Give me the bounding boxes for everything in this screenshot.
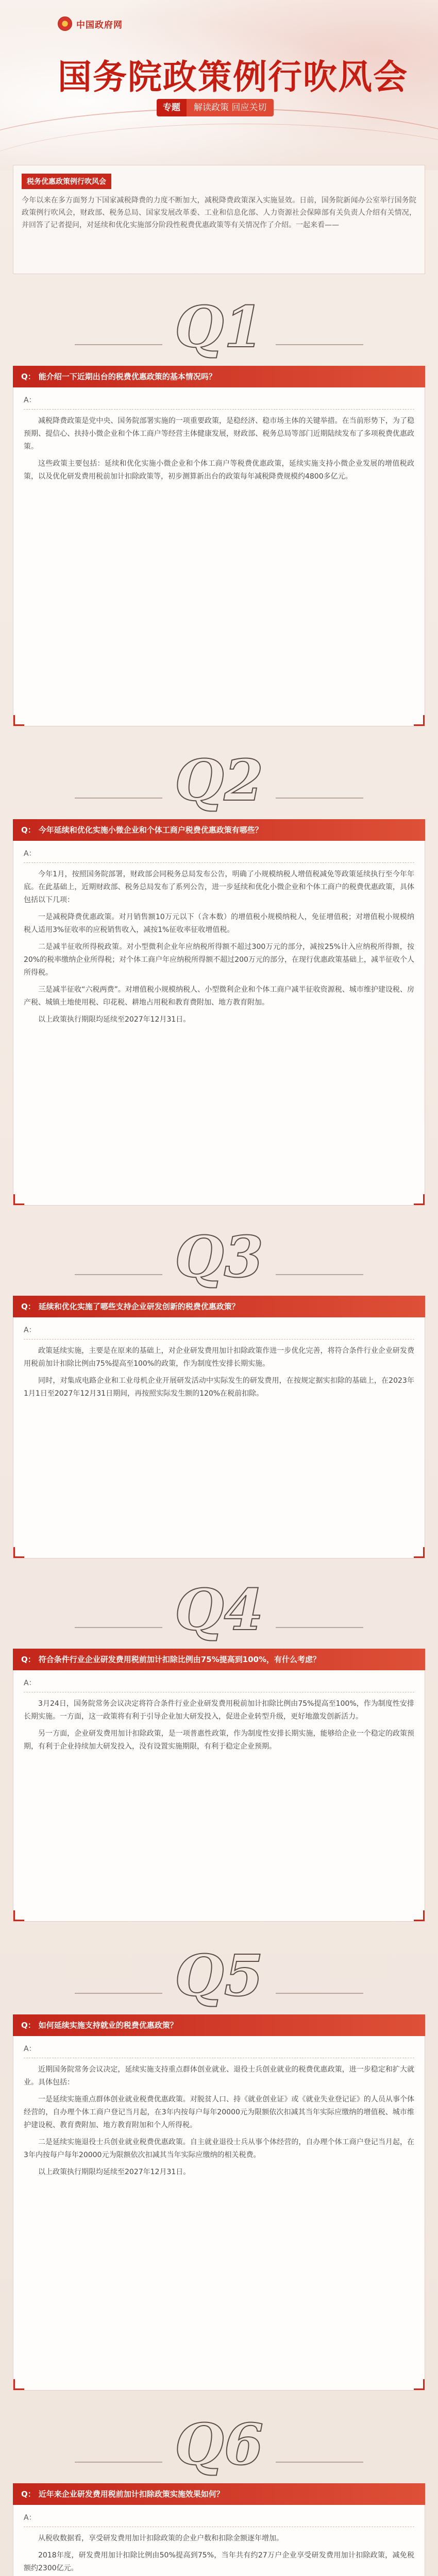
question-number: Q6 (174, 2411, 264, 2478)
header-banner (0, 0, 438, 170)
intro-card (13, 165, 425, 274)
question-prefix: Q： (21, 2489, 36, 2499)
question-number: Q4 (174, 1577, 264, 1643)
answer-paragraph: 以上政策执行期限均延续至2027年12月31日。 (38, 2168, 191, 2176)
question-number-heading (13, 1571, 425, 1649)
answer-label: A： (24, 1326, 36, 1334)
answer-card (13, 1317, 425, 1558)
question-number-heading (13, 2406, 425, 2483)
answer-paragraph: 一是延续实施重点群体创业就业税费优惠政策。对脱贫人口、持《就业创业证》或《就业失业登记证》的人员从事个体经营的，自办理个体工商户登记当月起，在3年内按每户每年20000元为限额依次扣减其当年实际应缴纳的增值税、城市维护建设税、教育费附加、地方教育附加和个人所得税。 (24, 2095, 414, 2129)
answer-paragraph: 这些政策主要包括：延续和优化实施小微企业和个体工商户等税费优惠政策，延续实施支持小微企业发展的增值税政策，以及优化研发费用税前加计扣除政策等，初步测算新出台的政策每年减税降费规模约4800多亿元。 (24, 460, 414, 481)
answer-paragraph: 同时，对集成电路企业和工业母机企业开展研发活动中实际发生的研发费用，在按规定据实扣除的基础上，在2023年1月1日至2027年12月31日期间，再按照实际发生额的120%在税前扣除。 (24, 1377, 414, 1398)
card-corner-decoration (414, 2379, 425, 2390)
card-corner-decoration (414, 1910, 425, 1921)
card-corner-decoration-left (13, 1547, 24, 1558)
question-number: Q3 (174, 1224, 264, 1290)
subtitle-text: 解读政策 回应关切 (187, 99, 274, 116)
question-number: Q5 (174, 1942, 264, 2009)
answer-paragraph: 另一方面，企业研发费用加计扣除政策，是一项普惠性政策，作为制度性安排长期实施，能够给企业一个稳定的政策预期，有利于企业持续加大研发投入，没有设置实施期限，有利于稳定企业预期。 (24, 1730, 414, 1751)
answer-label: A： (24, 396, 36, 404)
question-prefix: Q： (21, 1302, 36, 1311)
answer-paragraph: 政策延续实施，主要是在原来的基础上，对企业研发费用加计扣除政策作进一步优化完善，将符合条件行业企业研发费用税前加计扣除比例由75%提高至100%的政策，作为制度性安排长期实施。 (24, 1347, 414, 1368)
answer-label: A： (24, 850, 36, 858)
question-text: 能介绍一下近期出台的税费优惠政策的基本情况吗？ (38, 372, 216, 381)
question-bar (13, 2014, 425, 2036)
answer-card (13, 2505, 425, 2576)
answer-paragraph: 减税降费政策是党中央、国务院部署实施的一项重要政策，是稳经济、稳市场主体的关键举措。在当前形势下，为了稳预期、提信心、扶持小微企业和个体工商户等经营主体健康发展，财政部、税务总局等部门近期陆续发布了多项税费优惠政策。 (24, 417, 414, 451)
answer-paragraph: 二是延续实施退役士兵创业就业税费优惠政策。自主就业退役士兵从事个体经营的，自办理个体工商户登记当月起，在3年内按每户每年20000元为限额依次扣减其当年实际应缴纳的相关税费。 (24, 2138, 414, 2159)
answer-label: A： (24, 2514, 36, 2522)
intro-text: 今年以来在多方面努力下国家减税降费的力度不断加大，减税降费政策深入实施显效。日前，国务院新闻办公室举行国务院政策例行吹风会，财政部、税务总局、国家发展改革委、工业和信息化部、人力资源社会保障部有关负责人介绍有关情况，并回答了记者提问，对延续和优化实施部分阶段性税费优惠政策等有关情况作了介绍。一起来看—— (22, 196, 416, 229)
national-emblem-icon (58, 16, 72, 31)
answer-card (13, 387, 425, 726)
question-bar (13, 2483, 425, 2505)
qa-section (13, 1571, 425, 1922)
answer-card (13, 1670, 425, 1922)
answer-card (13, 841, 425, 1206)
qa-section (13, 289, 425, 726)
page-title: 国务院政策例行吹风会 (58, 57, 408, 97)
card-corner-decoration-left (13, 1910, 24, 1921)
card-corner-decoration-left (13, 1194, 24, 1205)
answer-card (13, 2036, 425, 2391)
question-prefix: Q： (21, 825, 36, 835)
question-text: 延续和优化实施了哪些支持企业研发创新的税费优惠政策？ (38, 1302, 240, 1311)
card-corner-decoration (414, 1194, 425, 1205)
question-number-heading (13, 1218, 425, 1296)
answer-paragraph: 2018年度，研发费用加计扣除比例由50%提高到75%，当年共有约27万户企业享受研发费用加计扣除政策，减免税额约2300亿元。 (24, 2551, 414, 2572)
answer-paragraph: 一是减税降费优惠政策。对月销售额10万元以下（含本数）的增值税小规模纳税人，免征增值税；对增值税小规模纳税人适用3%征收率的应税销售收入，减按1%征收率征收增值税。 (24, 913, 414, 934)
question-text: 如何延续实施支持就业的税费优惠政策？ (38, 2021, 178, 2030)
question-number: Q1 (174, 294, 264, 360)
card-corner-decoration-left (13, 715, 24, 726)
answer-divider (24, 1339, 414, 1340)
question-text: 符合条件行业企业研发费用税前加计扣除比例由75%提高到100%，有什么考虑？ (38, 1655, 321, 1664)
answer-paragraph: 3月24日，国务院常务会议决定将符合条件行业企业研发费用税前加计扣除比例由75%提高至100%，作为制度性安排长期实施。一方面，这一政策将有利于引导企业加大研发投入，促进企业转型升级，更好地激发创新活力。 (24, 1700, 414, 1721)
qa-section (13, 2406, 425, 2576)
question-number: Q2 (174, 747, 264, 814)
subtitle-bar (157, 99, 274, 116)
card-corner-decoration (414, 1547, 425, 1558)
answer-divider (24, 862, 414, 863)
topic-tag: 专题 (157, 99, 187, 116)
card-corner-decoration (414, 715, 425, 726)
question-text: 今年延续和优化实施小微企业和个体工商户税费优惠政策有哪些？ (38, 825, 263, 835)
answer-label: A： (24, 2045, 36, 2053)
answer-label: A： (24, 1679, 36, 1687)
answer-paragraph: 今年1月，按照国务院部署，财政部会同税务总局发布公告，明确了小规模纳税人增值税减免等政策延续执行至今年年底。在此基础上，近期财政部、税务总局发布了系列公告，进一步延续和优化小微企业和个体工商户的税费优惠政策，具体包括以下几项： (24, 870, 414, 904)
site-logo[interactable] (58, 16, 123, 31)
intro-label: 税务优惠政策例行吹风会 (22, 174, 111, 189)
question-number-heading (13, 1937, 425, 2014)
answer-paragraph: 以上政策执行期限均延续至2027年12月31日。 (38, 1015, 191, 1024)
question-bar (13, 1296, 425, 1317)
question-prefix: Q： (21, 2021, 36, 2030)
question-bar (13, 1649, 425, 1670)
question-bar (13, 819, 425, 841)
question-number-heading (13, 742, 425, 819)
qa-section (13, 1218, 425, 1558)
question-prefix: Q： (21, 1655, 36, 1664)
card-corner-decoration-left (13, 2379, 24, 2390)
question-number-heading (13, 289, 425, 366)
answer-paragraph: 二是减半征收所得税政策。对小型微利企业年应纳税所得额不超过300万元的部分，减按25%计入应纳税所得额，按20%的税率缴纳企业所得税；对个体工商户年应纳税所得额不超过200万元的部分，在现行优惠政策基础上，减半征收个人所得税。 (24, 943, 414, 977)
question-text: 近年来企业研发费用税前加计扣除政策实施效果如何？ (38, 2489, 224, 2499)
qa-section (13, 1937, 425, 2391)
answer-paragraph: 三是减半征收“六税两费”。对增值税小规模纳税人、小型微利企业和个体工商户减半征收资源税、城市维护建设税、房产税、城镇土地使用税、印花税、耕地占用税和教育费附加、地方教育附加。 (24, 986, 414, 1007)
answer-paragraph: 从税收数据看，享受研发费用加计扣除政策的企业户数和扣除金额逐年增加。 (38, 2534, 283, 2543)
question-bar (13, 366, 425, 387)
answer-divider (24, 409, 414, 410)
answer-paragraph: 近期国务院常务会议决定，延续实施支持重点群体创业就业、退役士兵创业就业的税费优惠政策，进一步稳定和扩大就业。具体包括： (24, 2065, 414, 2087)
logo-text: 中国政府网 (76, 20, 123, 30)
qa-section (13, 742, 425, 1206)
question-prefix: Q： (21, 372, 36, 381)
